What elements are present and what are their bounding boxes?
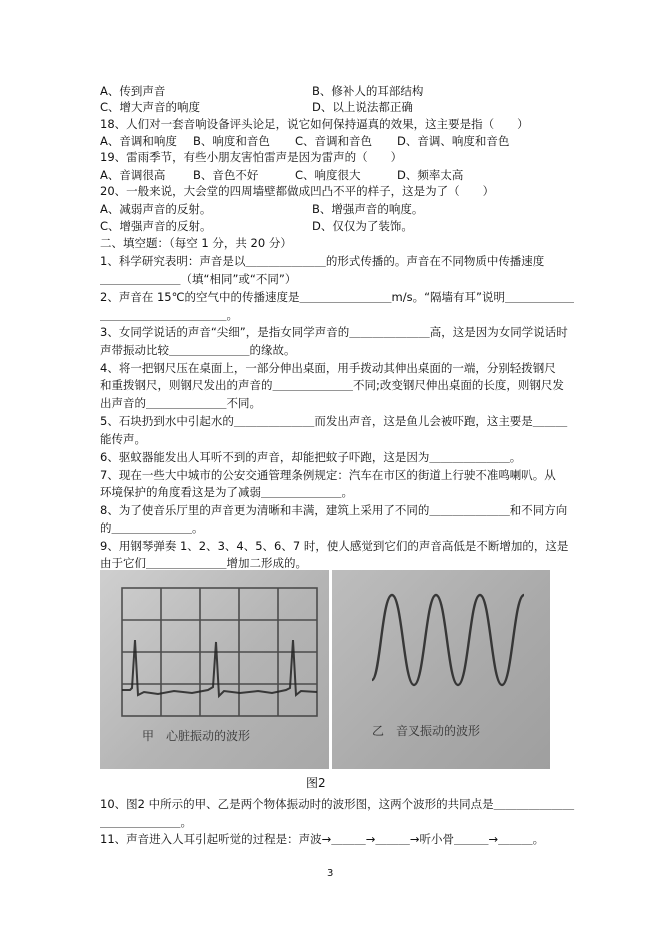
- q20-option-c: C、增强声音的反射。: [100, 219, 212, 233]
- q19-option-a: A、音调很高: [100, 168, 166, 182]
- fill-q3-line2: 声带振动比较＿＿＿＿＿＿＿的缘故。: [100, 343, 296, 357]
- q19-option-c: C、响度很大: [295, 168, 361, 182]
- page-number: 3: [327, 868, 334, 879]
- fill-q8-line2: 的＿＿＿＿＿＿＿。: [100, 521, 204, 535]
- q19-option-d: D、频率太高: [397, 168, 464, 182]
- fill-q4-line3: 出声音的＿＿＿＿＿＿＿不同。: [100, 396, 261, 410]
- fill-q3-line1: 3、女同学说话的声音“尖细”，是指女同学声音的＿＿＿＿＿＿＿高，这是因为女同学说话时: [100, 325, 568, 339]
- q18-stem: 18、人们对一套音响设备评头论足，说它如何保持逼真的效果，这主要是指（ ）: [100, 117, 529, 131]
- fill-q7-line2: 环境保护的角度看这是为了减弱＿＿＿＿＿＿＿。: [100, 485, 353, 499]
- fill-q4-line2: 和重拨钢尺，则钢尺发出的声音的＿＿＿＿＿＿＿不同;改变钢尺伸出桌面的长度，则钢尺发: [100, 378, 564, 392]
- fill-q5-line1: 5、石块扔到水中引起水的＿＿＿＿＿＿＿而发出声音，这是鱼儿会被吓跑，这主要是＿＿＿: [100, 414, 568, 428]
- q20-stem: 20、一般来说，大会堂的四周墙壁都做成凹凸不平的样子，这是为了（ ）: [100, 184, 495, 198]
- fill-q5-line2: 能传声。: [100, 432, 146, 446]
- q17-option-d: D、以上说法都正确: [312, 100, 413, 114]
- heart-waveform-caption: 甲 心脏振动的波形: [142, 729, 251, 743]
- fill-q1-line1: 1、科学研究表明：声音是以＿＿＿＿＿＿＿的形式传播的。声音在不同物质中传播速度: [100, 254, 545, 268]
- q17-option-c: C、增大声音的响度: [100, 100, 201, 114]
- fill-q6-line1: 6、驱蚊器能发出人耳听不到的声音，却能把蚊子吓跑，这是因为＿＿＿＿＿＿＿。: [100, 450, 522, 464]
- q18-option-c: C、音调和音色: [295, 134, 373, 148]
- figure-label: 图2: [306, 776, 326, 790]
- tuning-fork-waveform-photo: [332, 570, 550, 769]
- tuning-fork-waveform-caption: 乙 音叉振动的波形: [372, 724, 481, 738]
- fill-q10-line2: ＿＿＿＿＿＿＿。: [100, 815, 192, 829]
- section2-title: 二、填空题：（每空 1 分，共 20 分）: [100, 236, 292, 250]
- fill-q4-line1: 4、将一把钢尺压在桌面上，一部分伸出桌面，用手拨动其伸出桌面的一端，分别轻拨钢尺: [100, 361, 556, 375]
- q17-option-a: A、传到声音: [100, 84, 166, 98]
- q20-option-d: D、仅仅为了装饰。: [312, 219, 413, 233]
- q17-option-b: B、修补人的耳部结构: [312, 84, 424, 98]
- fill-q10-line1: 10、图2 中所示的甲、乙是两个物体振动时的波形图，这两个波形的共同点是＿＿＿＿＿＿＿: [100, 797, 575, 811]
- q20-option-b: B、增强声音的响度。: [312, 202, 424, 216]
- q18-option-a: A、音调和响度: [100, 134, 177, 148]
- q18-option-b: B、响度和音色: [193, 134, 270, 148]
- figure-2: [100, 570, 550, 769]
- fill-q1-line2: ＿＿＿＿＿＿＿（填“相同”或“不同”）: [100, 272, 297, 286]
- fill-q9-line2: 由于它们＿＿＿＿＿＿＿增加二形成的。: [100, 556, 307, 570]
- q18-option-d: D、音调、响度和音色: [397, 134, 510, 148]
- fill-q2-line2: ＿＿＿＿＿＿＿＿＿＿＿。: [100, 308, 238, 322]
- fill-q7-line1: 7、现在一些大中城市的公安交通管理条例规定：汽车在市区的街道上行驶不准鸣喇叭。从: [100, 468, 556, 482]
- q19-stem: 19、雷雨季节，有些小朋友害怕雷声是因为雷声的（ ）: [100, 150, 403, 164]
- q19-option-b: B、音色不好: [193, 168, 259, 182]
- fill-q11-line1: 11、声音进入人耳引起听觉的过程是：声波→＿＿＿→＿＿＿→听小骨＿＿＿→＿＿＿。: [100, 832, 545, 846]
- heart-waveform-photo: [100, 570, 329, 769]
- q20-option-a: A、减弱声音的反射。: [100, 202, 212, 216]
- fill-q2-line1: 2、声音在 15℃的空气中的传播速度是＿＿＿＿＿＿＿＿m/s。“隔墙有耳”说明＿＿＿＿＿＿: [100, 290, 575, 304]
- tuning-fork-waveform-graphic: [332, 570, 550, 769]
- fill-q9-line1: 9、用钢琴弹奏 1、2、3、4、5、6、7 时，使人感觉到它们的声音高低是不断增加的，这是: [100, 539, 569, 553]
- fill-q8-line1: 8、为了使音乐厅里的声音更为清晰和丰满，建筑上采用了不同的＿＿＿＿＿＿＿和不同方向: [100, 503, 568, 517]
